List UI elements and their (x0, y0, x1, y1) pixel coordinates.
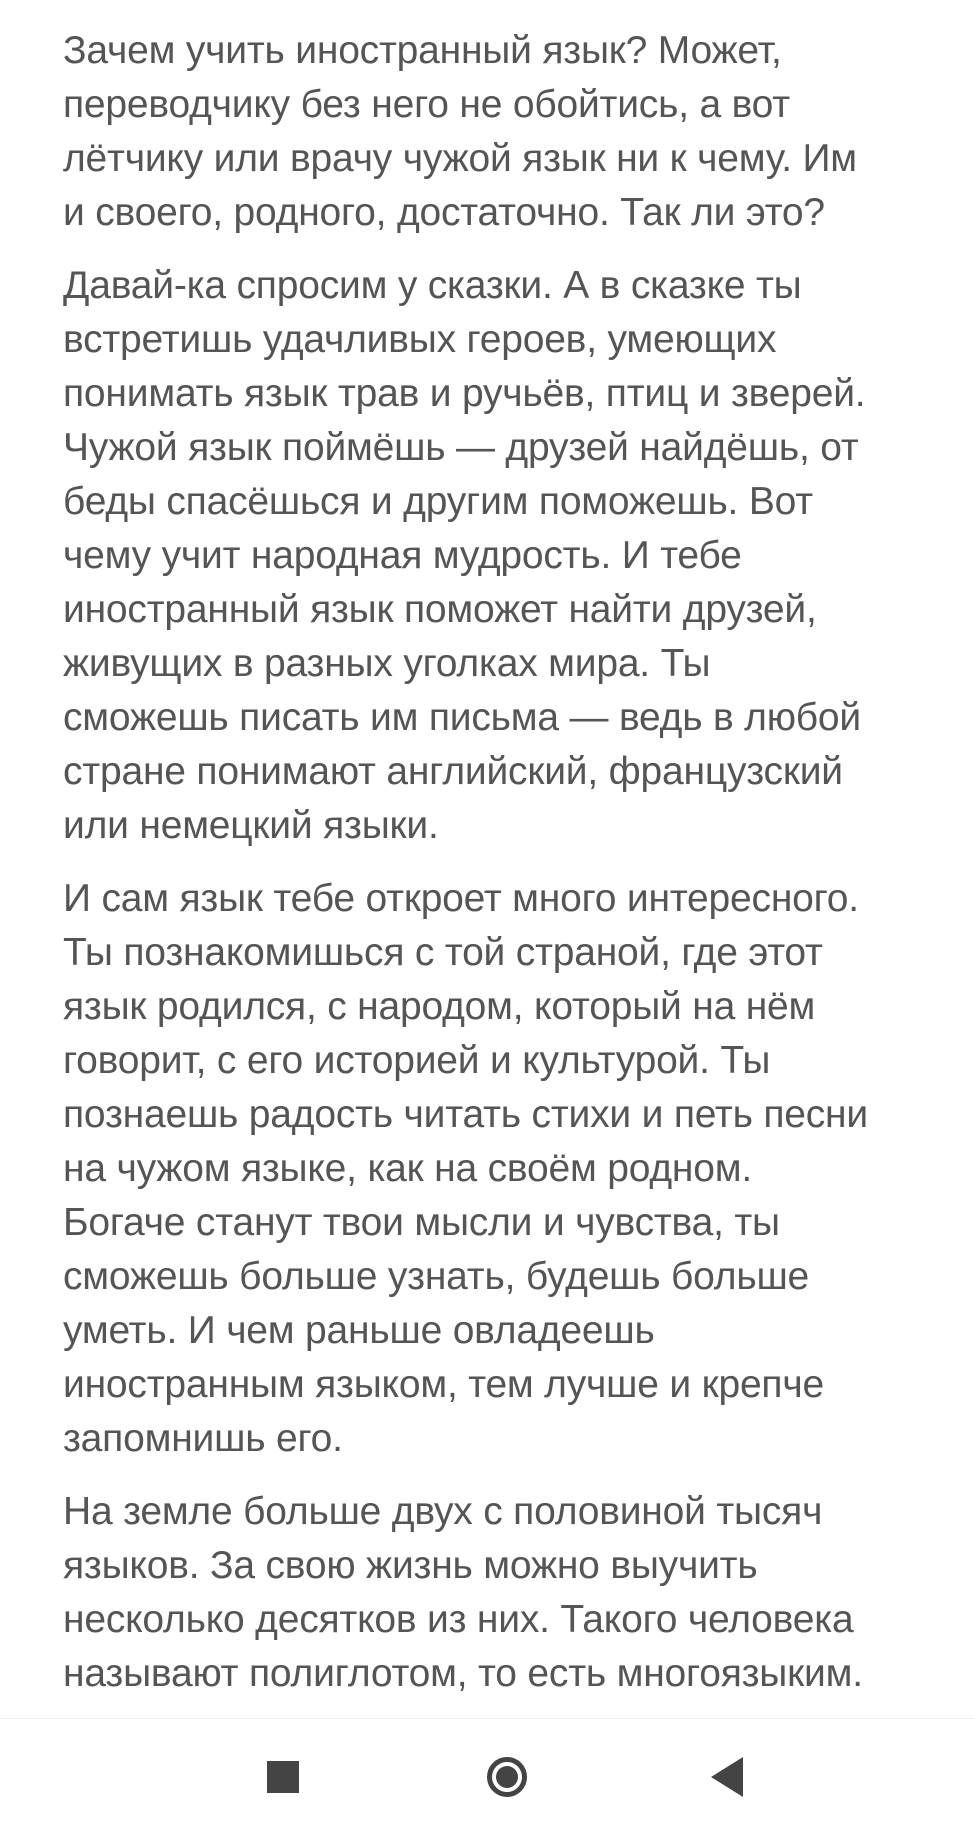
paragraph: Давай-ка спросим у сказки. А в сказке ты встретишь удачливых героев, умеющих понимать язык трав и ручьёв, птиц и зверей. Чужой язык поймёшь — друзей найдёшь, от беды спасёшься и другим поможешь. Вот чему учит народная мудрость. И тебе иностранный язык поможет найти друзей, живущих в разных уголках мира. Ты сможешь писать им письма — ведь в любой стране понимают английский, французский или немецкий языки. (63, 264, 866, 847)
paragraph: И сам язык тебе откроет много интересного. Ты познакомишься с той страной, где этот язык родился, с народом, который на нём говорит, с его историей и культурой. Ты познаешь радость читать стихи и петь песни на чужом языке, как на своём родном. Богаче станут твои мысли и чувства, ты сможешь больше узнать, будешь больше уметь. И чем раньше овладеешь иностранным языком, тем лучше и крепче запомнишь его. (63, 877, 868, 1460)
article-text (63, 24, 949, 1718)
back-button[interactable] (667, 1719, 787, 1834)
recent-apps-button[interactable] (223, 1719, 343, 1834)
square-icon (267, 1761, 299, 1793)
circle-home-icon (487, 1757, 527, 1797)
paragraph: Зачем учить иностранный язык? Может, переводчику без него не обойтись, а вот лётчику или врачу чужой язык ни к чему. Им и своего, родного, достаточно. Так ли это? (63, 29, 857, 234)
home-button[interactable] (447, 1719, 567, 1834)
triangle-back-icon (711, 1757, 743, 1797)
system-navigation-bar (0, 1718, 974, 1833)
paragraph: На земле больше двух с половиной тысяч языков. За свою жизнь можно выучить несколько десятков из них. Такого человека называют полиглотом, то есть многоязыким. (63, 1490, 863, 1695)
